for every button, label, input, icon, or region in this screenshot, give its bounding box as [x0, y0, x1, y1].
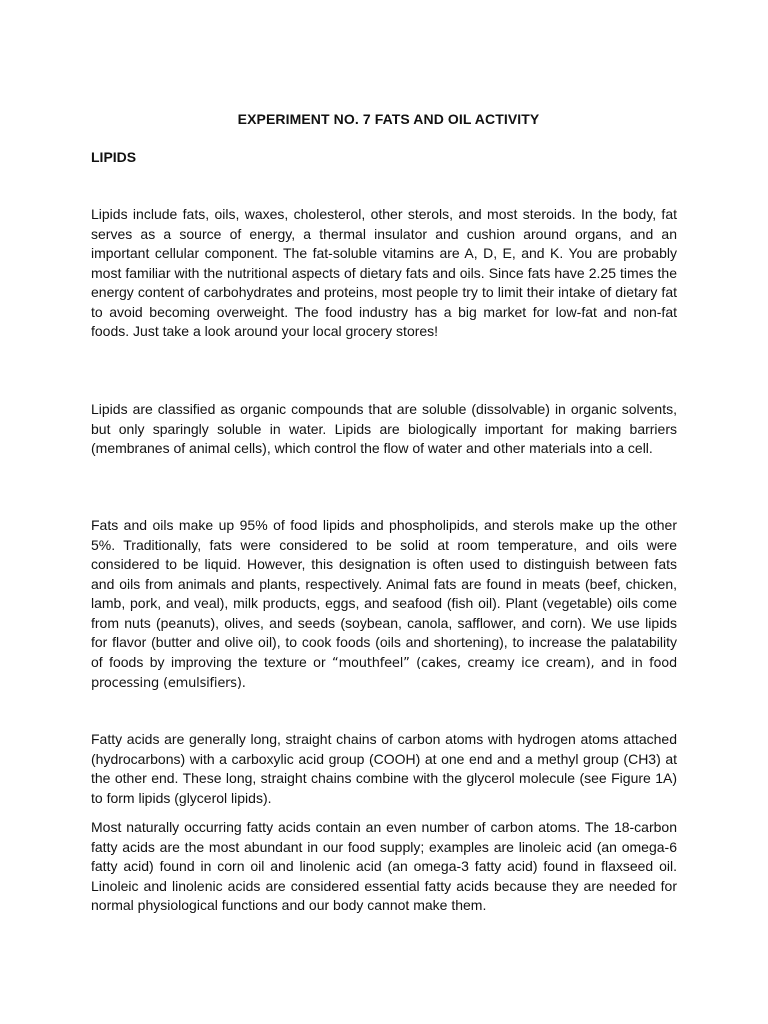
- document-title: EXPERIMENT NO. 7 FATS AND OIL ACTIVITY: [237, 111, 540, 127]
- paragraph-fats-and-oils: [91, 516, 677, 694]
- paragraph-fats-main-text: Fats and oils make up 95% of food lipids and phospholipids, and sterols make up the other 5%. Traditionally, fats were considered to be solid at room temperature, and oils were considered to be liquid. However, this designation is often used to distinguish between fats and oils from animals and plants, respectively. Animal fats are found in meats (beef, chicken, lamb, pork, and veal), milk products, eggs, and seafood (fish oil). Plant (vegetable) oils come from nuts (peanuts), olives, and seeds (soybean, canola, safflower, and corn). We use lipids for flavor (butter and olive oil), to cook foods (oils and shortening), to increase the palatability of foods by improving the texture or: [91, 517, 677, 670]
- paragraph-lipids-intro: Lipids include fats, oils, waxes, cholesterol, other sterols, and most steroids. In the body, fat serves as a source of energy, a thermal insulator and cushion around organs, and an important cellular component. The fat-soluble vitamins are A, D, E, and K. You are probably most familiar with the nutritional aspects of dietary fats and oils. Since fats have 2.25 times the energy content of carbohydrates and proteins, most people try to limit their intake of dietary fat to avoid becoming overweight. The food industry has a big market for low-fat and non-fat foods. Just take a look around your local grocery stores!: [91, 206, 677, 339]
- paragraph-fatty-acid-carbons: Most naturally occurring fatty acids contain an even number of carbon atoms. The 18-carbon fatty acids are the most abundant in our food supply; examples are linoleic acid (an omega-6 fatty acid) found in corn oil and linolenic acid (an omega-3 fatty acid) found in flaxseed oil. Linoleic and linolenic acids are considered essential fatty acids because they are needed for normal physiological functions and our body cannot make them.: [91, 819, 677, 913]
- paragraph-fatty-acids: Fatty acids are generally long, straight chains of carbon atoms with hydrogen atoms attached (hydrocarbons) with a carboxylic acid group (COOH) at one end and a methyl group (CH3) at the other end. These long, straight chains combine with the glycerol molecule (see Figure 1A) to form lipids (glycerol lipids).: [91, 731, 677, 806]
- paragraph-lipids-classification: Lipids are classified as organic compounds that are soluble (dissolvable) in organic solvents, but only sparingly soluble in water. Lipids are biologically important for making barriers (membranes of animal cells), which control the flow of water and other materials into a cell.: [91, 401, 677, 456]
- section-heading-lipids: LIPIDS: [91, 149, 137, 165]
- paragraph-fats-tail-text: “mouthfeel” (cakes, creamy ice cream), and in food processing (emulsifiers).: [91, 655, 678, 691]
